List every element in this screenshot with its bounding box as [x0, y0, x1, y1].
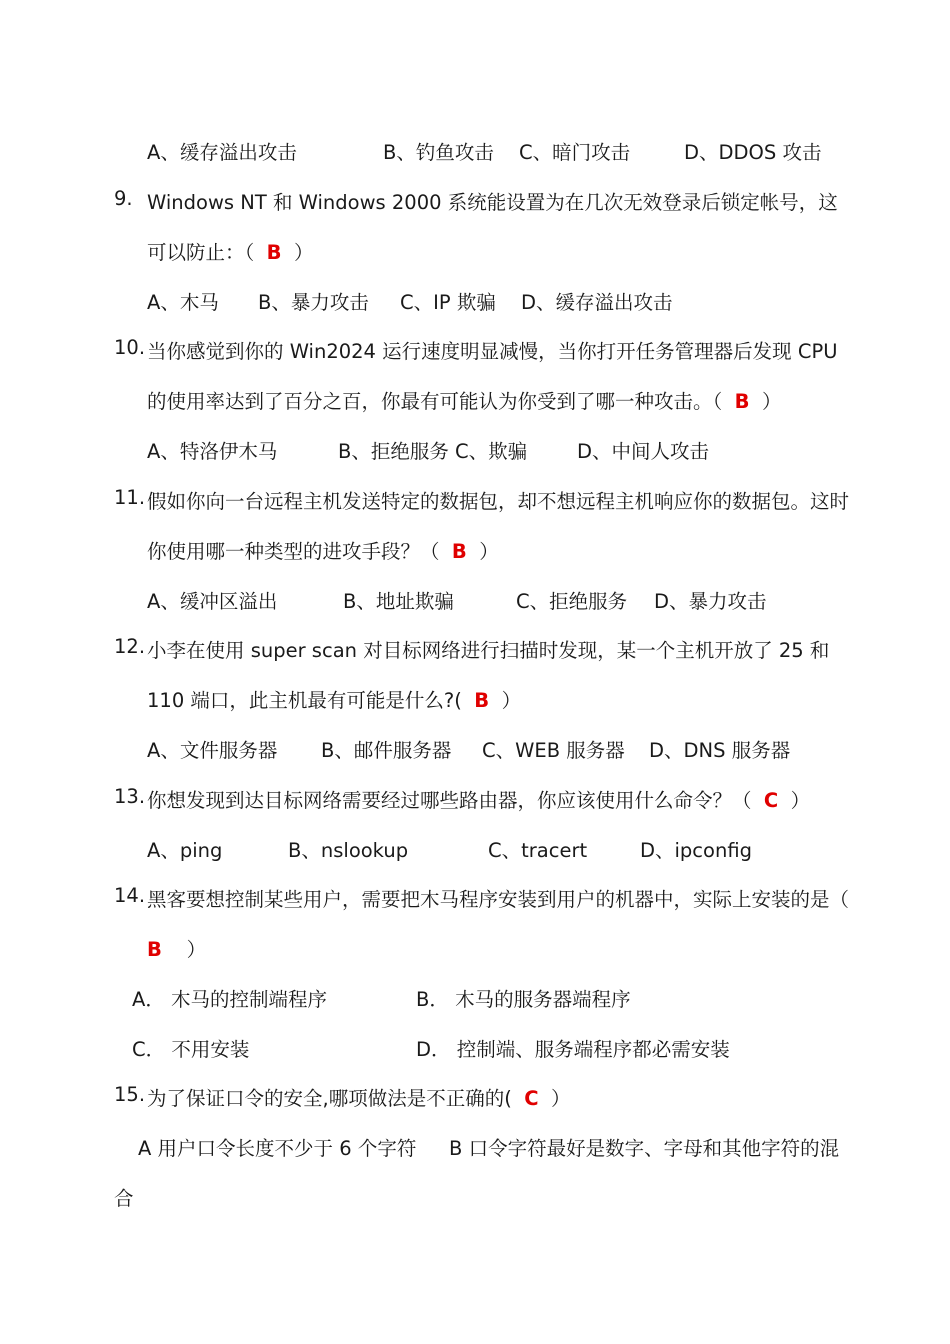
q10-option-b: B、拒绝服务 — [338, 440, 449, 463]
answer-mark: C — [524, 1087, 539, 1110]
q12-option-b: B、邮件服务器 — [321, 739, 452, 762]
q14-option-b: B． 木马的服务器端程序 — [416, 988, 631, 1011]
q10-option-d: D、中间人攻击 — [577, 440, 710, 463]
question-number: 10. — [114, 336, 146, 359]
q8-option-c: C、暗门攻击 — [519, 141, 631, 164]
q9-option-a: A、木马 — [147, 291, 219, 314]
q11-option-d: D、暴力攻击 — [654, 590, 767, 613]
question-text: 当你感觉到你的 Win2024 运行速度明显减慢，当你打开任务管理器后发现 CPU — [147, 340, 838, 363]
question-number: 14. — [114, 884, 146, 907]
q11-option-b: B、地址欺骗 — [343, 590, 454, 613]
q15-option-b-wrap: 合 — [114, 1187, 134, 1210]
question-text: 你想发现到达目标网络需要经过哪些路由器，你应该使用什么命令？（ C ） — [147, 789, 811, 812]
q9-option-c: C、IP 欺骗 — [400, 291, 496, 314]
q8-option-b: B、钓鱼攻击 — [383, 141, 494, 164]
q11-option-c: C、拒绝服务 — [516, 590, 628, 613]
question-text-cont: 你使用哪一种类型的进攻手段？（ B ） — [147, 540, 499, 563]
q14-option-d: D． 控制端、服务端程序都必需安装 — [416, 1038, 730, 1061]
question-number: 11. — [114, 486, 146, 509]
q15-option-b: B 口令字符最好是数字、字母和其他字符的混 — [449, 1137, 840, 1160]
q14-option-c: C． 不用安装 — [132, 1038, 250, 1061]
q9-option-d: D、缓存溢出攻击 — [521, 291, 673, 314]
q12-option-c: C、WEB 服务器 — [482, 739, 625, 762]
q13-option-a: A、ping — [147, 839, 223, 862]
question-text: 黑客要想控制某些用户，需要把木马程序安装到用户的机器中，实际上安装的是（ — [147, 888, 850, 911]
q10-option-c: C、欺骗 — [455, 440, 528, 463]
answer-mark: B — [734, 390, 750, 413]
q13-option-c: C、tracert — [488, 839, 588, 862]
question-text: 为了保证口令的安全,哪项做法是不正确的( C ） — [147, 1087, 571, 1110]
answer-mark: B — [147, 938, 162, 961]
q8-option-d: D、DDOS 攻击 — [684, 141, 822, 164]
q11-option-a: A、缓冲区溢出 — [147, 590, 278, 613]
question-text-cont: B ） — [147, 938, 207, 961]
q15-option-a: A 用户口令长度不少于 6 个字符 — [138, 1137, 417, 1160]
q8-option-a: A、缓存溢出攻击 — [147, 141, 297, 164]
q10-option-a: A、特洛伊木马 — [147, 440, 278, 463]
question-text: 假如你向一台远程主机发送特定的数据包，却不想远程主机响应你的数据包。这时 — [147, 490, 850, 513]
answer-mark: B — [451, 540, 467, 563]
question-number: 12. — [114, 635, 146, 658]
q13-option-d: D、ipconfig — [640, 839, 752, 862]
q12-option-d: D、DNS 服务器 — [649, 739, 791, 762]
question-text: Windows NT 和 Windows 2000 系统能设置为在几次无效登录后锁定帐号，这 — [147, 191, 838, 214]
question-text: 小李在使用 super scan 对目标网络进行扫描时发现，某一个主机开放了 25 和 — [147, 639, 830, 662]
question-text-cont: 可以防止：（ B ） — [147, 241, 314, 264]
q12-option-a: A、文件服务器 — [147, 739, 278, 762]
q9-option-b: B、暴力攻击 — [258, 291, 369, 314]
answer-mark: C — [763, 789, 779, 812]
question-number: 9. — [114, 187, 133, 210]
question-number: 15. — [114, 1083, 146, 1106]
question-text-cont: 的使用率达到了百分之百，你最有可能认为你受到了哪一种攻击。（ B ） — [147, 390, 782, 413]
question-number: 13. — [114, 785, 146, 808]
q13-option-b: B、nslookup — [288, 839, 409, 862]
q14-option-a: A． 木马的控制端程序 — [132, 988, 328, 1011]
answer-mark: B — [474, 689, 490, 712]
answer-mark: B — [266, 241, 282, 264]
question-text-cont: 110 端口，此主机最有可能是什么?( B ） — [147, 689, 522, 712]
